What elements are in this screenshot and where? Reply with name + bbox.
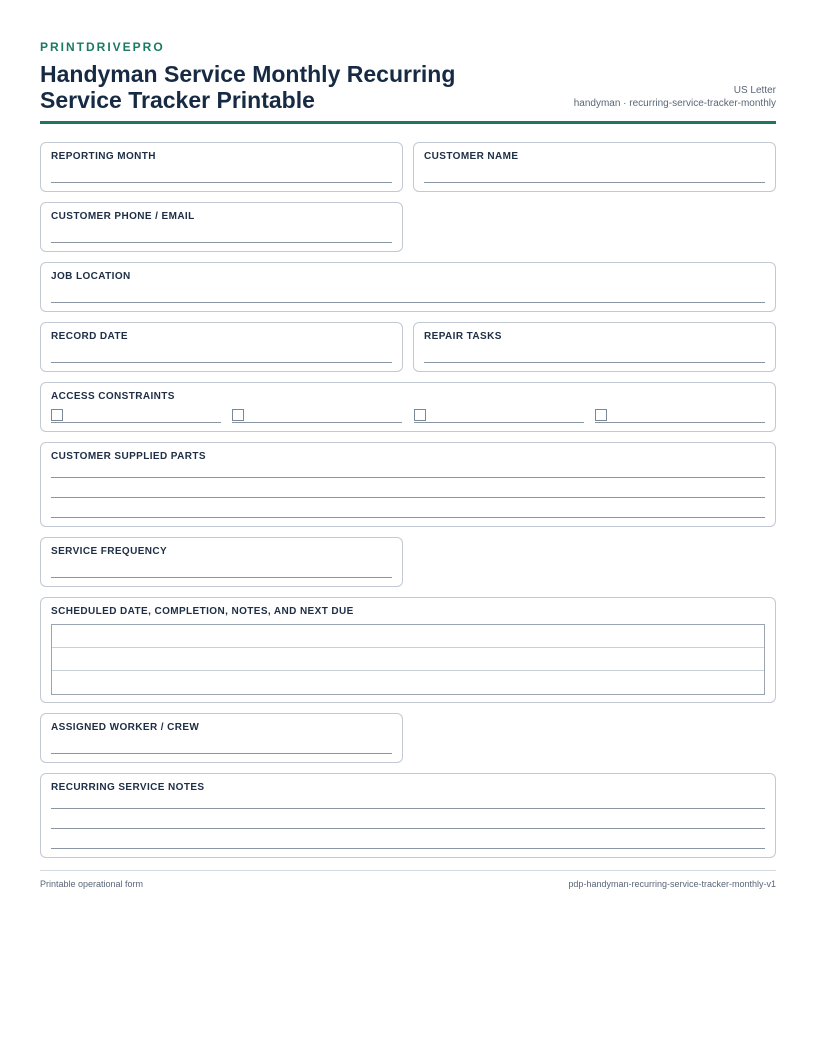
page-title: Handyman Service Monthly Recurring Service Tracker Printable: [40, 61, 456, 113]
write-line[interactable]: [51, 517, 765, 518]
schedule-table: [51, 624, 765, 695]
brand-logo: PRINTDRIVEPRO: [40, 40, 165, 54]
access-constraints-field: [40, 382, 776, 432]
paper-size: US Letter: [733, 85, 776, 96]
field-label: ACCESS CONSTRAINTS: [51, 391, 175, 402]
write-line[interactable]: [51, 753, 392, 754]
field-label: CUSTOMER NAME: [424, 151, 519, 162]
record-date-field[interactable]: [40, 322, 403, 372]
write-line[interactable]: [232, 422, 402, 423]
write-line[interactable]: [424, 362, 765, 363]
checkbox[interactable]: [414, 409, 426, 421]
write-line[interactable]: [51, 362, 392, 363]
field-label: REPORTING MONTH: [51, 151, 156, 162]
schedule-table-field: [40, 597, 776, 703]
footer-description: Printable operational form: [40, 879, 144, 889]
write-line[interactable]: [51, 422, 221, 423]
write-line[interactable]: [51, 302, 765, 303]
checkbox-option-3[interactable]: [414, 409, 584, 423]
checkbox-option-2[interactable]: [232, 409, 402, 423]
customer-name-field[interactable]: [413, 142, 776, 192]
write-line[interactable]: [51, 828, 765, 829]
write-line[interactable]: [51, 497, 765, 498]
field-label: CUSTOMER PHONE / EMAIL: [51, 211, 195, 222]
write-line[interactable]: [51, 848, 765, 849]
checkbox-option-1[interactable]: [51, 409, 221, 423]
field-label: RECURRING SERVICE NOTES: [51, 782, 205, 793]
form-page: [40, 40, 776, 124]
write-line[interactable]: [414, 422, 584, 423]
write-line[interactable]: [51, 808, 765, 809]
write-line[interactable]: [51, 577, 392, 578]
field-label: JOB LOCATION: [51, 271, 131, 282]
service-frequency-field[interactable]: [40, 537, 403, 587]
write-line[interactable]: [51, 477, 765, 478]
write-line[interactable]: [424, 182, 765, 183]
table-row[interactable]: [52, 625, 764, 648]
page-footer: [40, 870, 776, 889]
reporting-month-field[interactable]: [40, 142, 403, 192]
field-label: ASSIGNED WORKER / CREW: [51, 722, 200, 733]
form-header: [40, 40, 776, 124]
checkbox[interactable]: [51, 409, 63, 421]
field-label: SERVICE FREQUENCY: [51, 546, 168, 557]
table-row[interactable]: [52, 648, 764, 671]
write-line[interactable]: [51, 242, 392, 243]
customer-contact-field[interactable]: [40, 202, 403, 252]
field-label: REPAIR TASKS: [424, 331, 502, 342]
table-row[interactable]: [52, 671, 764, 694]
write-line[interactable]: [51, 182, 392, 183]
checkbox[interactable]: [232, 409, 244, 421]
write-line[interactable]: [595, 422, 765, 423]
recurring-notes-field[interactable]: [40, 773, 776, 858]
document-meta: [574, 84, 776, 110]
field-label: CUSTOMER SUPPLIED PARTS: [51, 451, 206, 462]
job-location-field[interactable]: [40, 262, 776, 312]
document-slug: handyman · recurring-service-tracker-monthly: [573, 98, 776, 109]
field-label: SCHEDULED DATE, COMPLETION, NOTES, AND NEXT DUE: [51, 606, 354, 617]
form-identifier: pdp-handyman-recurring-service-tracker-monthly-v1: [568, 879, 776, 889]
customer-parts-field[interactable]: [40, 442, 776, 527]
repair-tasks-field[interactable]: [413, 322, 776, 372]
form-body: [40, 142, 776, 862]
checkbox-option-4[interactable]: [595, 409, 765, 423]
field-label: RECORD DATE: [51, 331, 128, 342]
checkbox[interactable]: [595, 409, 607, 421]
assigned-worker-field[interactable]: [40, 713, 403, 763]
